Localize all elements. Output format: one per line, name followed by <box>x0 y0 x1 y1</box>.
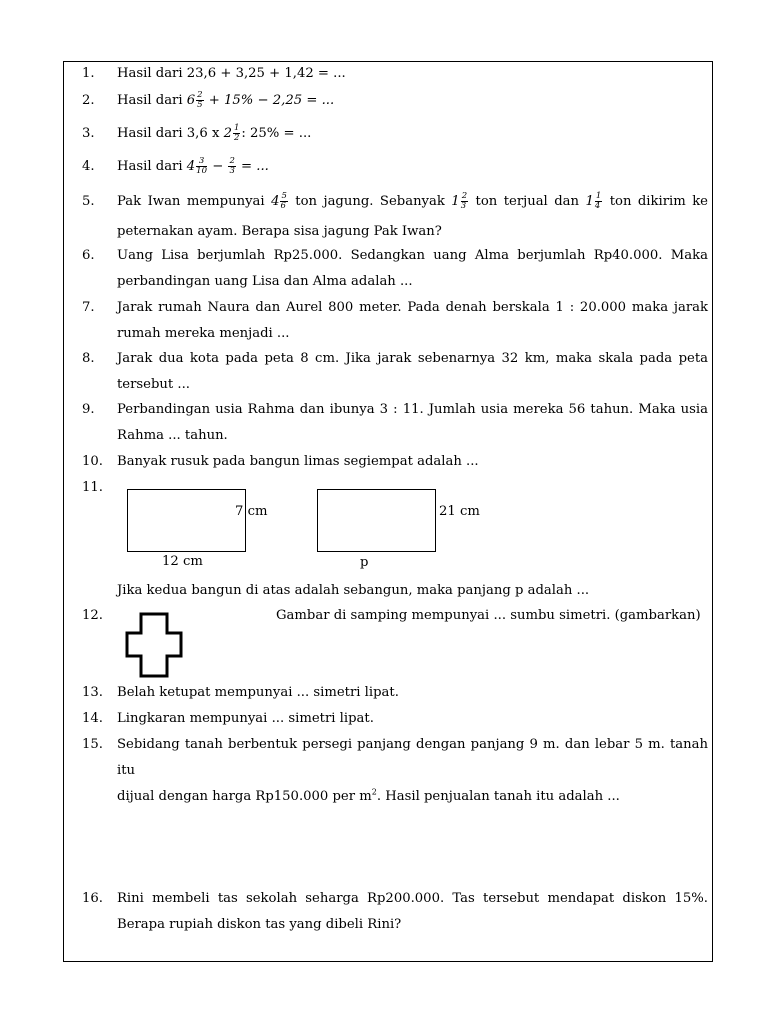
question-number: 11. <box>82 480 103 495</box>
question-number: 7. <box>82 300 95 315</box>
question-text: Jarak dua kota pada peta 8 cm. Jika jarak sebenarnya 32 km, maka skala pada peta <box>117 351 708 366</box>
question-number: 5. <box>82 194 95 209</box>
question-text: Lingkaran mempunyai ... simetri lipat. <box>117 711 374 726</box>
question-text: rumah mereka menjadi ... <box>117 326 290 341</box>
question-text: Perbandingan usia Rahma dan ibunya 3 : 11. Jumlah usia mereka 56 tahun. Maka usia <box>117 402 708 417</box>
question-text: Hasil dari 4 $\frac{3}{10}$ − $\frac{2}{3}$ = ... <box>117 156 269 176</box>
question-number: 1. <box>82 66 95 81</box>
fraction: $\frac{3}{10}$ <box>196 156 207 176</box>
question-number: 15. <box>82 737 103 752</box>
fraction: $\frac{2}{3}$ <box>229 156 235 176</box>
question-text: Berapa rupiah diskon tas yang dibeli Rini? <box>117 917 402 932</box>
fraction: $\frac{2}{3}$ <box>460 191 468 211</box>
question-text: Hasil dari 3,6 x 2 $\frac{1}{2}$ : 25% = ... <box>117 123 312 143</box>
fraction: $\frac{1}{4}$ <box>594 191 602 211</box>
question-number: 16. <box>82 891 103 906</box>
question-text: perbandingan uang Lisa dan Alma adalah ... <box>117 274 413 289</box>
fraction: $\frac{1}{2}$ <box>233 123 240 143</box>
question-number: 12. <box>82 608 103 623</box>
question-text: Gambar di samping mempunyai ... sumbu simetri. (gambarkan) <box>276 608 701 623</box>
question-number: 8. <box>82 351 95 366</box>
question-text: peternakan ayam. Berapa sisa jagung Pak Iwan? <box>117 224 442 239</box>
large-rectangle <box>317 489 436 552</box>
fraction: $\frac{5}{6}$ <box>280 191 287 211</box>
question-number: 10. <box>82 454 103 469</box>
label-21cm: 21 cm <box>439 504 480 519</box>
question-number: 4. <box>82 159 95 174</box>
question-text: Sebidang tanah berbentuk persegi panjang dengan panjang 9 m. dan lebar 5 m. tanah itu <box>117 737 708 778</box>
question-text: Jika kedua bangun di atas adalah sebangun, maka panjang p adalah ... <box>117 583 590 598</box>
fraction: $\frac{2}{5}$ <box>197 90 203 110</box>
question-text: Pak Iwan mempunyai 4 $\frac{5}{6}$ ton jagung. Sebanyak 1 $\frac{2}{3}$ ton terjual dan 1 $\frac{1}{4}$ ton dikirim ke <box>117 191 708 211</box>
label-p: p <box>360 555 369 570</box>
cross-shape <box>124 612 184 678</box>
question-number: 13. <box>82 685 103 700</box>
question-number: 6. <box>82 248 95 263</box>
question-text: dijual dengan harga Rp150.000 per $m^2$. Hasil penjualan tanah itu adalah ... <box>117 787 620 804</box>
label-7cm: 7 cm <box>235 504 268 519</box>
question-text: Belah ketupat mempunyai ... simetri lipat. <box>117 685 399 700</box>
small-rectangle <box>127 489 246 552</box>
question-number: 2. <box>82 93 95 108</box>
question-number: 14. <box>82 711 103 726</box>
question-text: Rini membeli tas sekolah seharga Rp200.000. Tas tersebut mendapat diskon 15%. <box>117 891 708 906</box>
question-text: Jarak rumah Naura dan Aurel 800 meter. Pada denah berskala 1 : 20.000 maka jarak <box>117 300 708 315</box>
question-number: 3. <box>82 126 95 141</box>
question-text: Hasil dari 23,6 + 3,25 + 1,42 = ... <box>117 66 346 81</box>
question-text: Hasil dari 6 $\frac{2}{5}$ + 15% − 2,25 = ... <box>117 90 335 110</box>
question-text: Banyak rusuk pada bangun limas segiempat adalah ... <box>117 454 479 469</box>
question-text: tersebut ... <box>117 377 190 392</box>
question-number: 9. <box>82 402 95 417</box>
question-text: Rahma ... tahun. <box>117 428 228 443</box>
label-12cm: 12 cm <box>162 554 203 569</box>
question-text: Uang Lisa berjumlah Rp25.000. Sedangkan uang Alma berjumlah Rp40.000. Maka <box>117 248 708 263</box>
